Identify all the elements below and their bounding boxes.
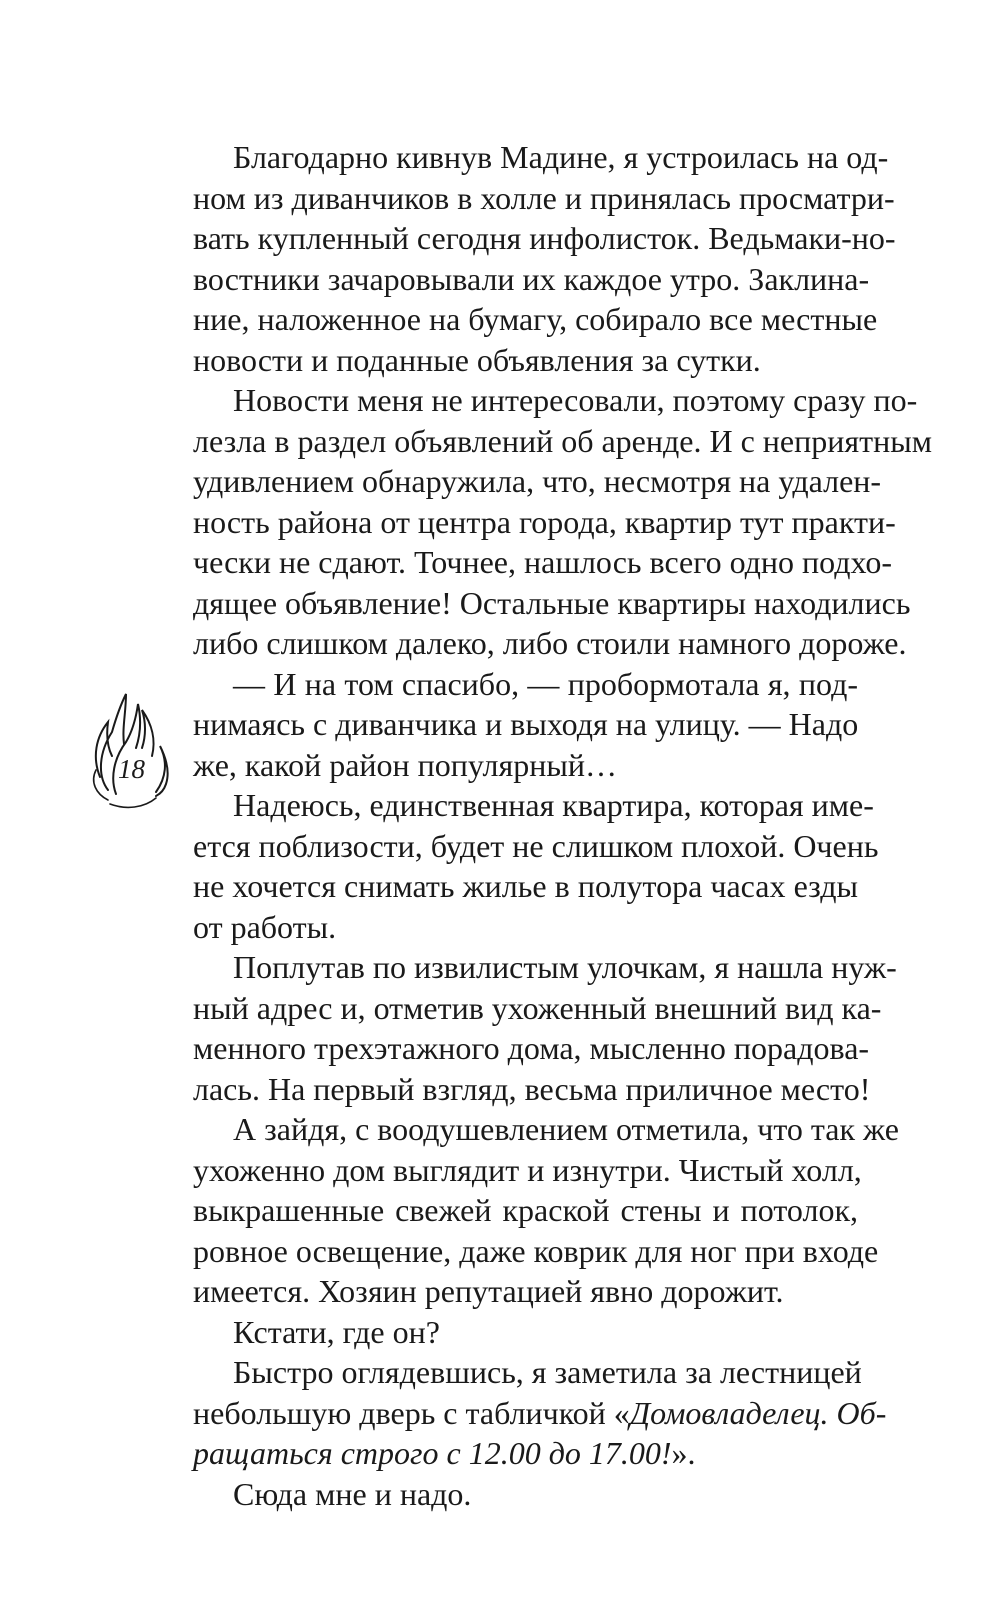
- text-line: вать купленный сегодня инфолисток. Ведьмаки-но-: [193, 220, 896, 256]
- text-fragment: небольшую дверь с табличкой «: [193, 1394, 630, 1431]
- text-line: же, какой район популярный…: [193, 746, 617, 783]
- text-line: менного трехэтажного дома, мысленно порадова-: [193, 1030, 870, 1066]
- text-line: либо слишком далеко, либо стоили намного дороже.: [193, 625, 907, 661]
- text-line: А зайдя, с воодушевлением отметила, что так же: [233, 1111, 899, 1147]
- text-line: востники зачаровывали их каждое утро. Заклина-: [193, 260, 870, 297]
- text-line: дящее объявление! Остальные квартиры находились: [193, 584, 911, 621]
- text-line: ухоженно дом выглядит и изнутри. Чистый холл,: [193, 1151, 862, 1188]
- text-line: новости и поданные объявления за сутки.: [193, 341, 761, 378]
- text-line: ется поблизости, будет не слишком плохой. Очень: [193, 827, 879, 864]
- text-line: Поплутав по извилистым улочкам, я нашла нуж-: [233, 949, 897, 985]
- text-line: лезла в раздел объявлений об аренде. И с неприятным: [193, 422, 932, 459]
- text-line: удивлением обнаружила, что, несмотря на удален-: [193, 463, 882, 499]
- text-line: Быстро оглядевшись, я заметила за лестницей: [233, 1354, 862, 1390]
- text-line: Сюда мне и надо.: [233, 1475, 472, 1512]
- text-line: [193, 1393, 887, 1434]
- text-line: Новости меня не интересовали, поэтому сразу по-: [233, 382, 918, 418]
- text-line: лась. На первый взгляд, весьма приличное место!: [193, 1070, 871, 1107]
- text-line: имеется. Хозяин репутацией явно дорожит.: [193, 1273, 784, 1309]
- text-line: [193, 1433, 858, 1474]
- text-line: от работы.: [193, 908, 337, 945]
- text-line: не хочется снимать жилье в полутора часах езды: [193, 868, 858, 904]
- text-line: Надеюсь, единственная квартира, которая име-: [233, 787, 874, 823]
- text-line: выкрашенные свежей краской стены и потолок,: [193, 1192, 858, 1228]
- text-fragment: ».: [671, 1435, 696, 1471]
- text-line: чески не сдают. Точнее, нашлось всего одно подхо-: [193, 544, 892, 580]
- sign-text-italic: ращаться строго с 12.00 до 17.00!: [193, 1435, 672, 1471]
- page-number: 18: [118, 754, 145, 784]
- text-line: ние, наложенное на бумагу, собирало все местные: [193, 301, 878, 337]
- text-line: нимаясь с диванчика и выходя на улицу. — Надо: [193, 706, 859, 742]
- text-line: — И на том спасибо, — пробормотала я, под-: [233, 665, 858, 702]
- sign-text-italic: Домовладелец. Об-: [629, 1394, 887, 1431]
- flame-icon: [86, 682, 176, 812]
- text-line: Кстати, где он?: [233, 1313, 440, 1350]
- text-line: ровное освещение, даже коврик для ног при входе: [193, 1232, 879, 1269]
- text-line: ность района от центра города, квартир тут практи-: [193, 503, 896, 540]
- text-line: ный адрес и, отметив ухоженный внешний вид ка-: [193, 989, 882, 1026]
- page-folio: [86, 682, 176, 812]
- text-line: ном из диванчиков в холле и принялась просматри-: [193, 179, 895, 216]
- text-line: Благодарно кивнув Мадине, я устроилась на од-: [233, 139, 889, 175]
- body-text: [193, 137, 932, 1514]
